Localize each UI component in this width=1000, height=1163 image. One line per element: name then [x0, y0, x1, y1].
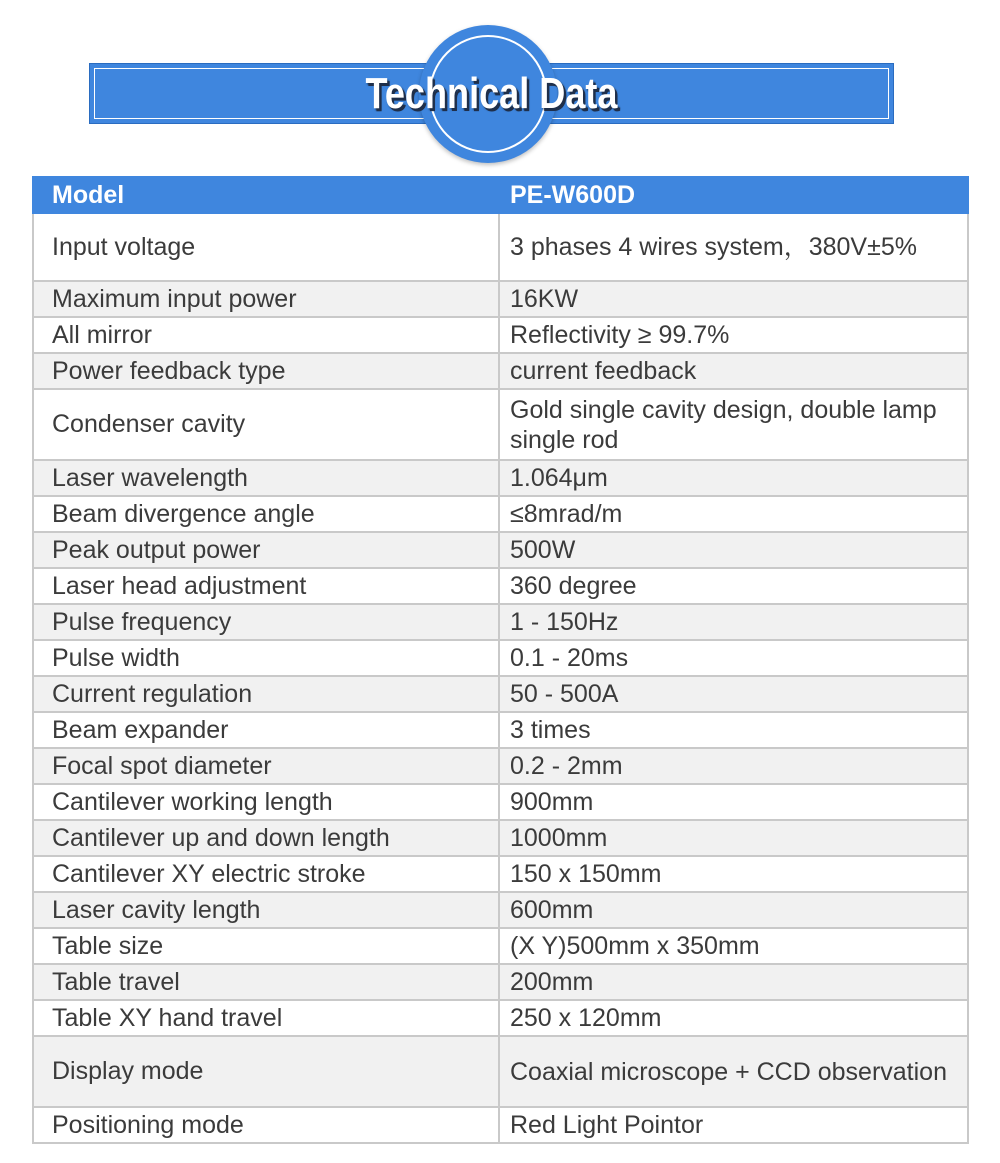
table-row: [33, 213, 968, 281]
row-label: Focal spot diameter: [33, 748, 499, 784]
row-label: Beam expander: [33, 712, 499, 748]
row-value: (X Y)500mm x 350mm: [499, 928, 968, 964]
row-label: Table XY hand travel: [33, 1000, 499, 1036]
row-value: 500W: [499, 532, 968, 568]
row-value: 600mm: [499, 892, 968, 928]
row-value: 1 - 150Hz: [499, 604, 968, 640]
header-label: Model: [33, 177, 499, 213]
row-value: Reflectivity ≥ 99.7%: [499, 317, 968, 353]
row-value: 250 x 120mm: [499, 1000, 968, 1036]
row-label: Table travel: [33, 964, 499, 1000]
header-value: PE-W600D: [499, 177, 968, 213]
row-label: Laser head adjustment: [33, 568, 499, 604]
table-row: [33, 820, 968, 856]
table-row: [33, 928, 968, 964]
row-label: Table size: [33, 928, 499, 964]
table-row: [33, 784, 968, 820]
row-value: 16KW: [499, 281, 968, 317]
row-value: 0.1 - 20ms: [499, 640, 968, 676]
row-label: Maximum input power: [33, 281, 499, 317]
row-label: Input voltage: [33, 213, 499, 281]
spec-table: [32, 176, 969, 1144]
table-row: [33, 604, 968, 640]
table-row: [33, 460, 968, 496]
row-value: 900mm: [499, 784, 968, 820]
row-value: Gold single cavity design, double lamp single rod: [499, 389, 968, 460]
row-label: Power feedback type: [33, 353, 499, 389]
row-value: ≤8mrad/m: [499, 496, 968, 532]
row-value: 1.064μm: [499, 460, 968, 496]
table-row: [33, 964, 968, 1000]
row-label: Pulse width: [33, 640, 499, 676]
row-value: 1000mm: [499, 820, 968, 856]
table-row: [33, 568, 968, 604]
table-row: [33, 712, 968, 748]
table-row: [33, 676, 968, 712]
row-value: Red Light Pointor: [499, 1107, 968, 1143]
row-label: Beam divergence angle: [33, 496, 499, 532]
table-row: [33, 496, 968, 532]
table-row: [33, 389, 968, 460]
table-row: [33, 353, 968, 389]
table-row: [33, 317, 968, 353]
page-title: Technical Data: [365, 68, 618, 118]
table-row: [33, 532, 968, 568]
table-row: [33, 856, 968, 892]
row-value: 150 x 150mm: [499, 856, 968, 892]
row-value: 0.2 - 2mm: [499, 748, 968, 784]
table-row: [33, 640, 968, 676]
table-row: [33, 1000, 968, 1036]
row-label: Current regulation: [33, 676, 499, 712]
row-label: Peak output power: [33, 532, 499, 568]
row-value: 200mm: [499, 964, 968, 1000]
row-value: Coaxial microscope + CCD observation: [499, 1036, 968, 1107]
row-label: Cantilever working length: [33, 784, 499, 820]
row-label: Cantilever up and down length: [33, 820, 499, 856]
row-label: Laser cavity length: [33, 892, 499, 928]
table-row: [33, 1107, 968, 1143]
row-value: 3 times: [499, 712, 968, 748]
table-header-row: [33, 177, 968, 213]
row-label: All mirror: [33, 317, 499, 353]
row-label: Cantilever XY electric stroke: [33, 856, 499, 892]
table-row: [33, 1036, 968, 1107]
row-label: Display mode: [33, 1036, 499, 1107]
row-label: Laser wavelength: [33, 460, 499, 496]
row-value: 360 degree: [499, 568, 968, 604]
row-label: Pulse frequency: [33, 604, 499, 640]
row-value: current feedback: [499, 353, 968, 389]
table-row: [33, 748, 968, 784]
row-value: 50 - 500A: [499, 676, 968, 712]
table-row: [33, 281, 968, 317]
row-value: 3 phases 4 wires system，380V±5%: [499, 213, 968, 281]
row-label: Condenser cavity: [33, 389, 499, 460]
row-label: Positioning mode: [33, 1107, 499, 1143]
table-row: [33, 892, 968, 928]
